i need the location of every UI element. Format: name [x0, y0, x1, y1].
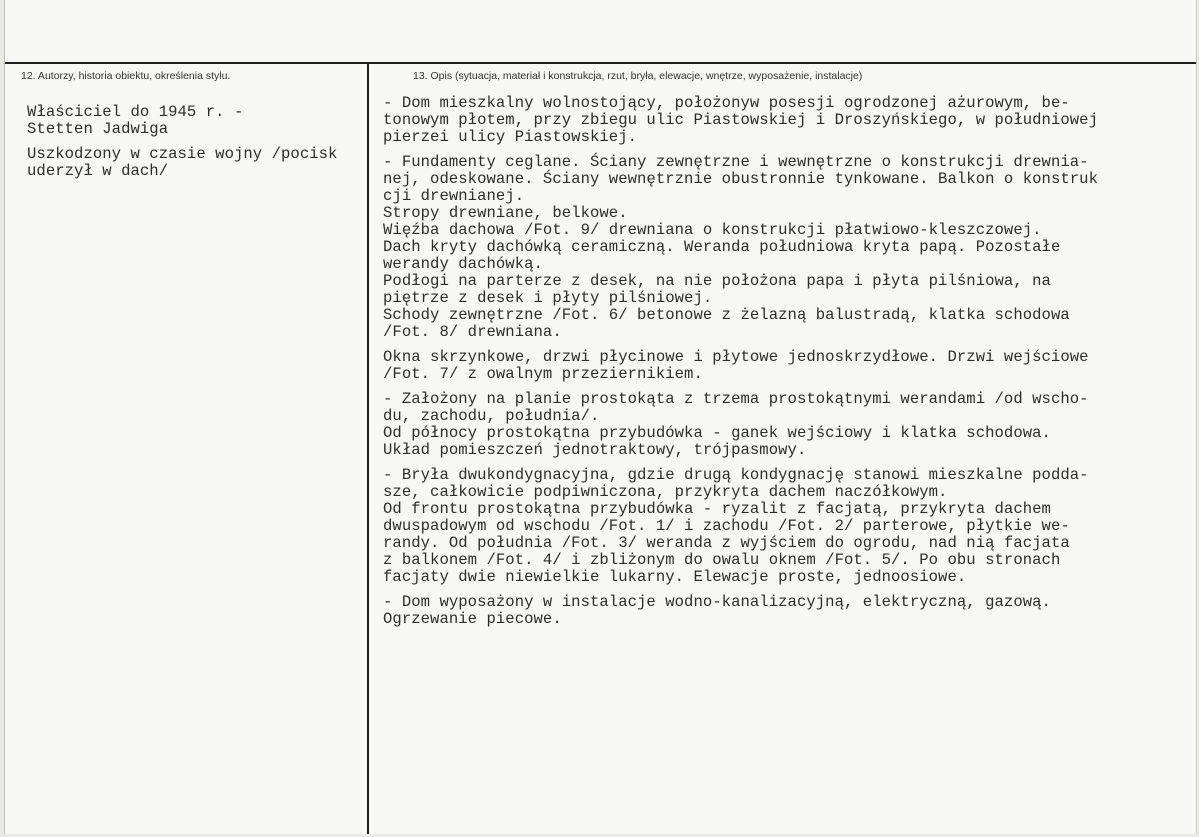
- record-card: [4, 0, 1197, 834]
- section-13-header: 13. Opis (sytuacja, materiał i konstrukcja, rzut, bryła, elewacje, wnętrze, wyposażenie, instalacje): [413, 70, 863, 82]
- massing-elevations-paragraph: - Bryła dwukondygnacyjna, gdzie drugą kondygnację stanowi mieszkalne podda- sze, całkowicie podpiwniczona, przykryta dachem naczółkowym. Od frontu prostokątna przybudówka - ryzalit z facjatą, przykryta dachem dwuspadowym od wschodu /Fot. 1/ i zachodu /Fot. 2/ parterowe, płytkie we- randy. Od południa /Fot. 3/ weranda z wyjściem do ogrodu, nad nią facjata z balkonem /Fot. 4/ i zbliżonym do owalu oknem /Fot. 5/. Po obu stronach facjaty dwie niewielkie lukarny. Elewacje proste, jednoosiowe.: [383, 466, 1089, 586]
- windows-doors-paragraph: Okna skrzynkowe, drzwi płycinowe i płytowe jednoskrzydłowe. Drzwi wejściowe /Fot. 7/ z owalnym przeziernikiem.: [383, 348, 1089, 383]
- war-damage-paragraph: Uszkodzony w czasie wojny /pocisk uderzył w dach/: [27, 145, 338, 180]
- column-divider: [367, 62, 369, 834]
- owner-paragraph: Właściciel do 1945 r. - Stetten Jadwiga: [27, 103, 244, 138]
- materials-construction-paragraph: - Fundamenty ceglane. Ściany zewnętrzne i wewnętrzne o konstrukcji drewnia- nej, odeskowane. Ściany wewnętrznie obustronnie tynkowane. Balkon o konstruk cji drewnianej. Stropy drewniane, belkowe. Więźba dachowa /Fot. 9/ drewniana o konstrukcji płatwiowo-kleszczowej. Dach kryty dachówką ceramiczną. Weranda południowa kryta papą. Pozostałe werandy dachówką. Podłogi na parterze z desek, na nie położona papa i płyta pilśniowa, na piętrze z desek i płyty pilśniowej. Schody zewnętrzne /Fot. 6/ betonowe z żelazną balustradą, klatka schodowa /Fot. 8/ drewniana.: [383, 153, 1098, 341]
- installations-paragraph: - Dom wyposażony w instalacje wodno-kanalizacyjną, elektryczną, gazową. Ogrzewanie piecowe.: [383, 593, 1051, 628]
- description-column: [383, 95, 1173, 628]
- header-divider: [5, 62, 1196, 64]
- plan-layout-paragraph: - Założony na planie prostokąta z trzema prostokątnymi werandami /od wscho- du, zachodu, południa/. Od północy prostokątna przybudówka - ganek wejściowy i klatka schodowa. Układ pomieszczeń jednotraktowy, trójpasmowy.: [383, 390, 1089, 459]
- situation-paragraph: - Dom mieszkalny wolnostojący, położonyw posesji ogrodzonej ażurowym, be- tonowym płotem, przy zbiegu ulic Piastowskiej i Droszyńskiego, w południowej pierzei ulicy Piastowskiej.: [383, 94, 1098, 146]
- history-column: [27, 104, 365, 180]
- section-12-header: 12. Autorzy, historia obiektu, określenia stylu.: [21, 70, 231, 82]
